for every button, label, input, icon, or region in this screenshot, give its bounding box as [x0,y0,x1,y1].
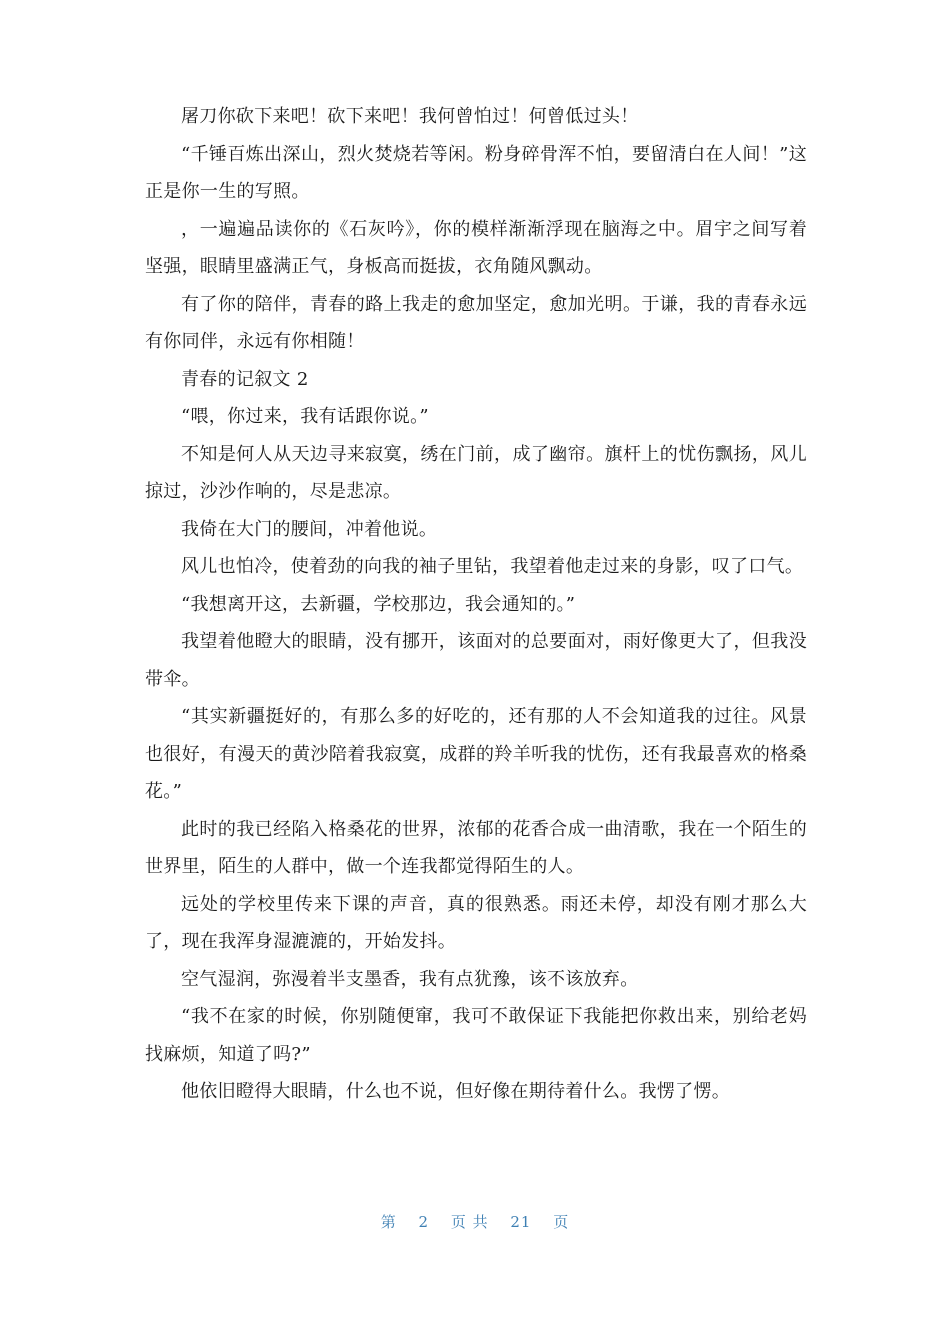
paragraph-10: “我想离开这，去新疆，学校那边，我会通知的。” [181,593,576,615]
page-footer [0,1211,950,1232]
paragraph-17: 他依旧瞪得大眼睛，什么也不说，但好像在期待着什么。我愣了愣。 [181,1081,730,1102]
paragraph-1: 屠刀你砍下来吧！砍下来吧！我何曾怕过！何曾低过头！ [181,106,639,127]
paragraph-9: 风儿也怕冷，使着劲的向我的袖子里钻，我望着他走过来的身影，叹了口气。 [181,556,804,577]
footer-prefix: 第 [380,1213,397,1231]
footer-suffix: 页 [553,1213,570,1231]
paragraph-2: “千锤百炼出深山，烈火焚烧若等闲。粉身碎骨浑不怕，要留清白在人间！”这正是你一生的写照。 [145,143,807,202]
paragraph-14: 远处的学校里传来下课的声音，真的很熟悉。雨还未停，却没有刚才那么大了，现在我浑身湿漉漉的，开始发抖。 [145,893,807,952]
footer-total-pages: 21 [510,1213,532,1231]
paragraph-15: 空气湿润，弥漫着半支墨香，我有点犹豫，该不该放弃。 [181,968,639,990]
paragraph-11: 我望着他瞪大的眼睛，没有挪开，该面对的总要面对，雨好像更大了，但我没带伞。 [145,631,807,690]
paragraph-7: 不知是何人从天边寻来寂寞，绣在门前，成了幽帘。旗杆上的忧伤飘扬，风儿掠过，沙沙作响的，尽是悲凉。 [145,443,807,502]
paragraph-13: 此时的我已经陷入格桑花的世界，浓郁的花香合成一曲清歌，我在一个陌生的世界里，陌生的人群中，做一个连我都觉得陌生的人。 [145,818,807,877]
paragraph-8: 我倚在大门的腰间，冲着他说。 [181,518,438,540]
footer-current-page: 2 [418,1213,430,1231]
footer-middle: 页 共 [450,1213,489,1231]
paragraph-3: ，一遍遍品读你的《石灰吟》，你的模样渐渐浮现在脑海之中。眉宇之间写着坚强，眼睛里盛满正气，身板高而挺拔，衣角随风飘动。 [145,218,807,277]
document-body [145,98,807,1111]
paragraph-4: 有了你的陪伴，青春的路上我走的愈加坚定，愈加光明。于谦，我的青春永远有你同伴，永远有你相随！ [145,293,807,352]
paragraph-6: “喂，你过来，我有话跟你说。” [181,406,429,427]
section-heading: 青春的记叙文 2 [181,368,309,390]
paragraph-12: “其实新疆挺好的，有那么多的好吃的，还有那的人不会知道我的过往。风景也很好，有漫天的黄沙陪着我寂寞，成群的羚羊听我的忧伤，还有我最喜欢的格桑花。” [145,706,807,802]
paragraph-16: “我不在家的时候，你别随便窜，我可不敢保证下我能把你救出来，别给老妈找麻烦，知道了吗?” [145,1006,807,1065]
